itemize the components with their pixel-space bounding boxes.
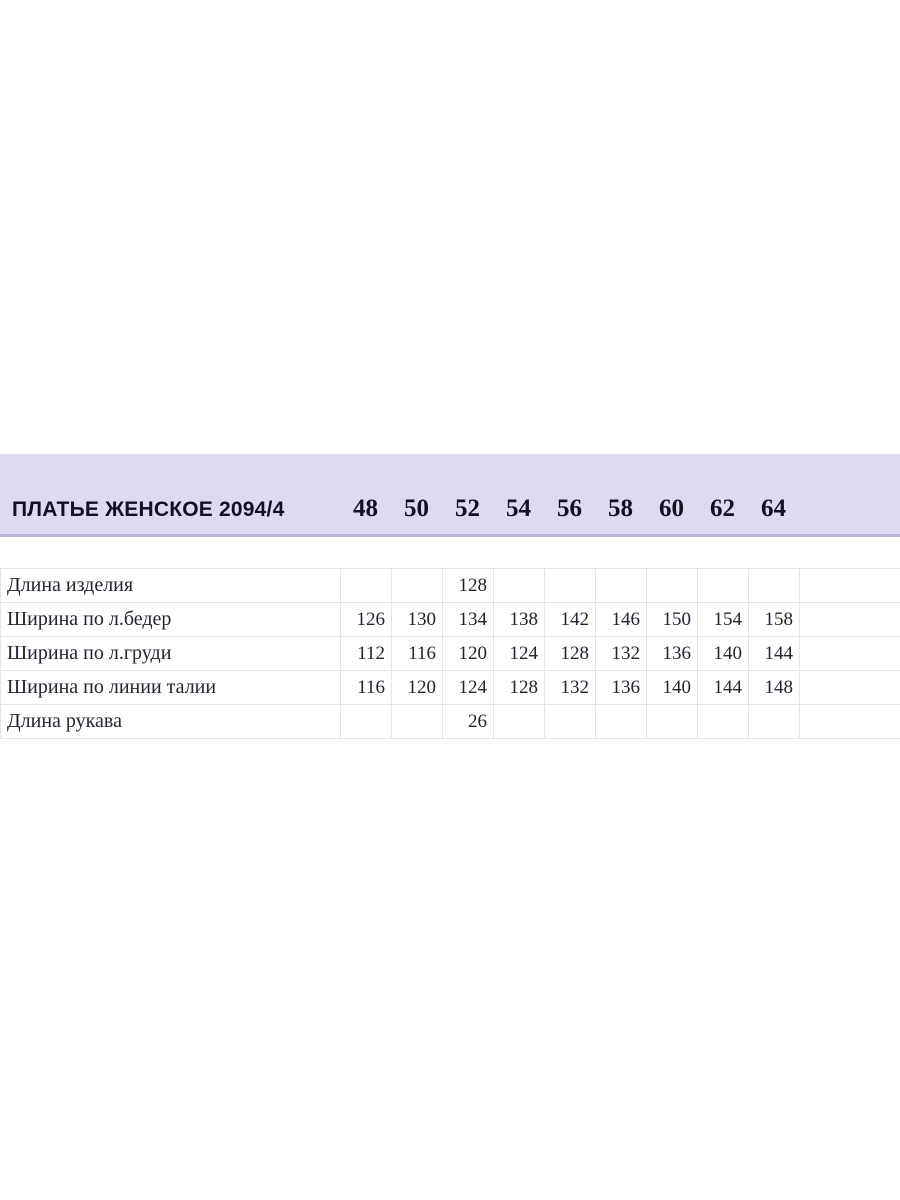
- header-filler: [799, 454, 900, 536]
- row-value: [341, 569, 392, 603]
- row-value: [392, 705, 443, 739]
- size-header-row: [340, 454, 799, 536]
- row-label: Ширина по линии талии: [1, 671, 341, 705]
- row-tail: [800, 569, 900, 603]
- row-value: 142: [545, 603, 596, 637]
- row-value: [545, 705, 596, 739]
- row-value: 146: [596, 603, 647, 637]
- size-header-cell: 50: [404, 495, 429, 522]
- row-value: 120: [392, 671, 443, 705]
- row-value: 132: [545, 671, 596, 705]
- header-band: [0, 454, 900, 536]
- row-value: [698, 705, 749, 739]
- row-label: Ширина по л.бедер: [1, 603, 341, 637]
- row-value: 124: [494, 637, 545, 671]
- row-label: Длина рукава: [1, 705, 341, 739]
- row-value: 134: [443, 603, 494, 637]
- row-value: 144: [698, 671, 749, 705]
- row-value: 26: [443, 705, 494, 739]
- row-value: 138: [494, 603, 545, 637]
- row-value: 124: [443, 671, 494, 705]
- row-value: [596, 569, 647, 603]
- row-value: 148: [749, 671, 800, 705]
- row-value: 132: [596, 637, 647, 671]
- table-row: [1, 637, 900, 671]
- row-tail: [800, 603, 900, 637]
- row-value: 150: [647, 603, 698, 637]
- size-header-cell: 62: [710, 495, 735, 522]
- size-header-cell: 48: [353, 495, 378, 522]
- row-value: 140: [647, 671, 698, 705]
- row-tail: [800, 671, 900, 705]
- row-value: [392, 569, 443, 603]
- row-value: [494, 569, 545, 603]
- header-underline: [0, 534, 900, 537]
- row-value: 130: [392, 603, 443, 637]
- row-value: 128: [545, 637, 596, 671]
- row-value: 144: [749, 637, 800, 671]
- row-label: Ширина по л.груди: [1, 637, 341, 671]
- row-value: 126: [341, 603, 392, 637]
- table-row: [1, 705, 900, 739]
- row-label: Длина изделия: [1, 569, 341, 603]
- size-header-cell: 58: [608, 495, 633, 522]
- table-row: [1, 603, 900, 637]
- row-tail: [800, 705, 900, 739]
- row-value: [647, 705, 698, 739]
- size-header-cell: 52: [455, 495, 480, 522]
- table-row: [1, 569, 900, 603]
- product-title: ПЛАТЬЕ ЖЕНСКОЕ 2094/4: [12, 498, 285, 521]
- row-value: 128: [494, 671, 545, 705]
- row-value: [749, 705, 800, 739]
- row-value: 120: [443, 637, 494, 671]
- row-value: 128: [443, 569, 494, 603]
- row-value: 158: [749, 603, 800, 637]
- table-row: [1, 671, 900, 705]
- size-header-cell: 64: [761, 495, 786, 522]
- row-value: [698, 569, 749, 603]
- row-value: [596, 705, 647, 739]
- row-value: [494, 705, 545, 739]
- row-value: 136: [647, 637, 698, 671]
- row-tail: [800, 637, 900, 671]
- row-value: 140: [698, 637, 749, 671]
- size-header-cell: 56: [557, 495, 582, 522]
- row-value: [749, 569, 800, 603]
- row-value: 136: [596, 671, 647, 705]
- row-value: 116: [392, 637, 443, 671]
- measurements-table-wrap: [0, 568, 900, 739]
- row-value: [545, 569, 596, 603]
- row-value: 116: [341, 671, 392, 705]
- row-value: 154: [698, 603, 749, 637]
- size-header-cell: 60: [659, 495, 684, 522]
- row-value: 112: [341, 637, 392, 671]
- row-value: [647, 569, 698, 603]
- row-value: [341, 705, 392, 739]
- size-header-cell: 54: [506, 495, 531, 522]
- measurements-table: [0, 568, 900, 739]
